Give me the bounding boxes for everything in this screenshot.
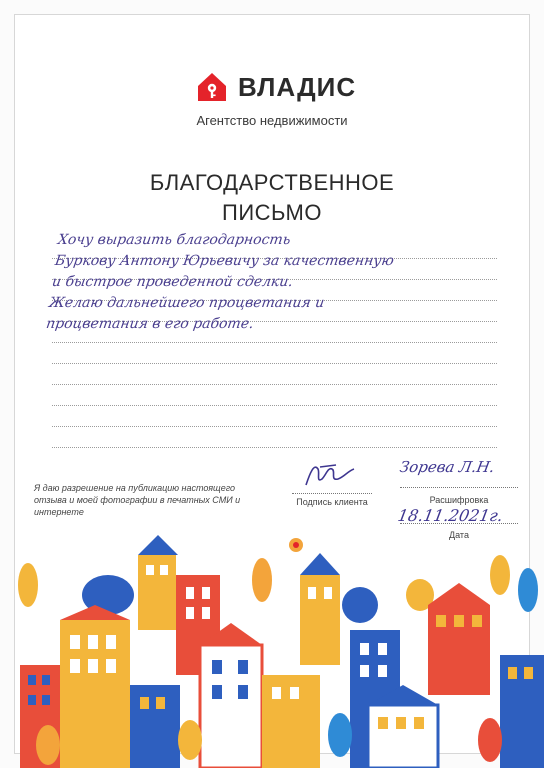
letter-line: Буркову Антону Юрьевичу за качественную [53,253,395,269]
consent-text: Я даю разрешение на публикацию настоящего отзыва и моей фотографии в печатных СМИ и интернете [34,483,241,517]
letter-line: и быстрое проведенной сделки. [50,274,294,290]
date-value: 18.11.2021г. [396,506,505,525]
writing-line [52,364,497,385]
house-key-icon [196,71,228,103]
signature-label: Подпись клиента [296,497,368,507]
writing-line [52,385,497,406]
letter-line: процветания в его работе. [45,316,255,332]
letter-line: Хочу выразить благодарность [56,232,292,248]
brand-name: ВЛАДИС [238,72,357,102]
name-decode-line [400,487,518,488]
name-decode-label: Расшифровка [429,495,489,505]
writing-line [52,427,497,448]
writing-line [52,406,497,427]
title-line-1: БЛАГОДАРСТВЕННОЕ [149,170,395,195]
city-illustration [0,535,544,768]
writing-line [52,343,497,364]
page-title [0,168,544,228]
date-label: Дата [449,530,469,540]
letter-line: Желаю дальнейшего процветания и [47,295,326,311]
title-line-2: ПИСЬМО [222,200,322,225]
signature-field [292,455,372,494]
date-line [400,523,518,524]
brand-tagline: Агентство недвижимости [196,113,348,128]
brand-logo [196,71,356,103]
name-decode-value: Зорева Л.Н. [398,458,497,476]
handwritten-letter [45,230,515,335]
signature-scribble [292,455,372,493]
